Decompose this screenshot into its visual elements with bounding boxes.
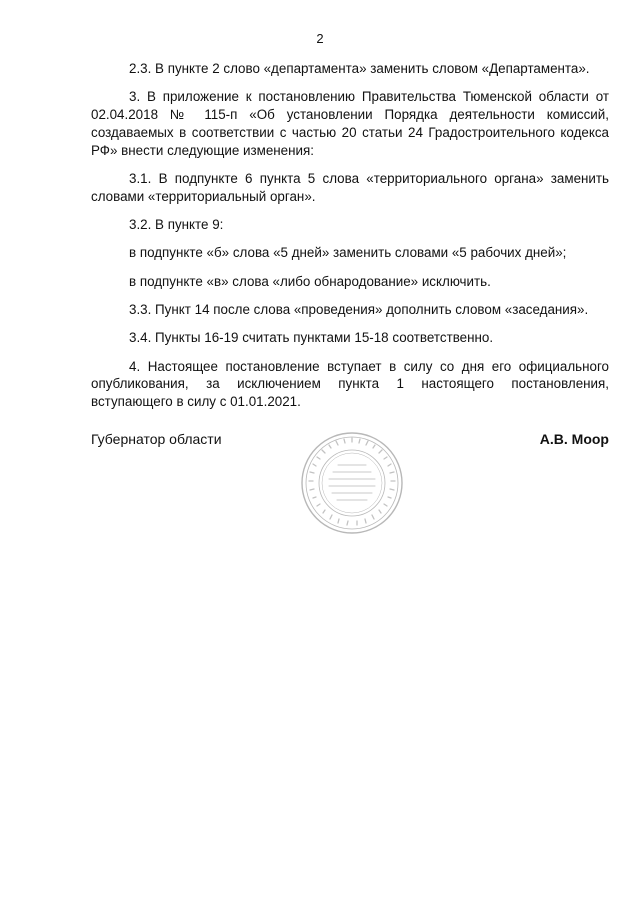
signatory-title: Губернатор области — [91, 431, 222, 447]
paragraph-3-4: 3.4. Пункты 16-19 считать пунктами 15-18 соответственно. — [129, 330, 494, 346]
paragraph-4: 4. Настоящее постановление вступает в силу со дня его официального опубликования, за исключением пункта 1 настоящего постановления, вступающего в силу с 01.01.2021. — [91, 358, 609, 410]
paragraph-2-3: 2.3. В пункте 2 слово «департамента» заменить словом «Департамента». — [129, 61, 590, 76]
paragraph-3-2-b: в подпункте «б» слова «5 дней» заменить словами «5 рабочих дней»; — [129, 245, 567, 261]
signatory-name: А.В. Моор — [539, 431, 609, 447]
paragraph-3: 3. В приложение к постановлению Правительства Тюменской области от 02.04.2018 № 115-п «Об установлении Порядка деятельности комиссий, создаваемых в соответствии с частью 20 статьи 24 Градостроительного кодекса РФ» внести следующие изменения: — [91, 89, 609, 158]
page-number: 2 — [316, 31, 324, 46]
paragraph-3-1: 3.1. В подпункте 6 пункта 5 слова «территориального органа» заменить словами «территориальный орган». — [91, 170, 609, 204]
document-body — [91, 60, 609, 421]
paragraph-3-2: 3.2. В пункте 9: — [129, 217, 224, 233]
paragraph-3-3: 3.3. Пункт 14 после слова «проведения» дополнить словом «заседания». — [129, 301, 589, 317]
official-seal-icon — [300, 431, 404, 535]
paragraph-3-2-v: в подпункте «в» слова «либо обнародование» исключить. — [129, 273, 491, 289]
